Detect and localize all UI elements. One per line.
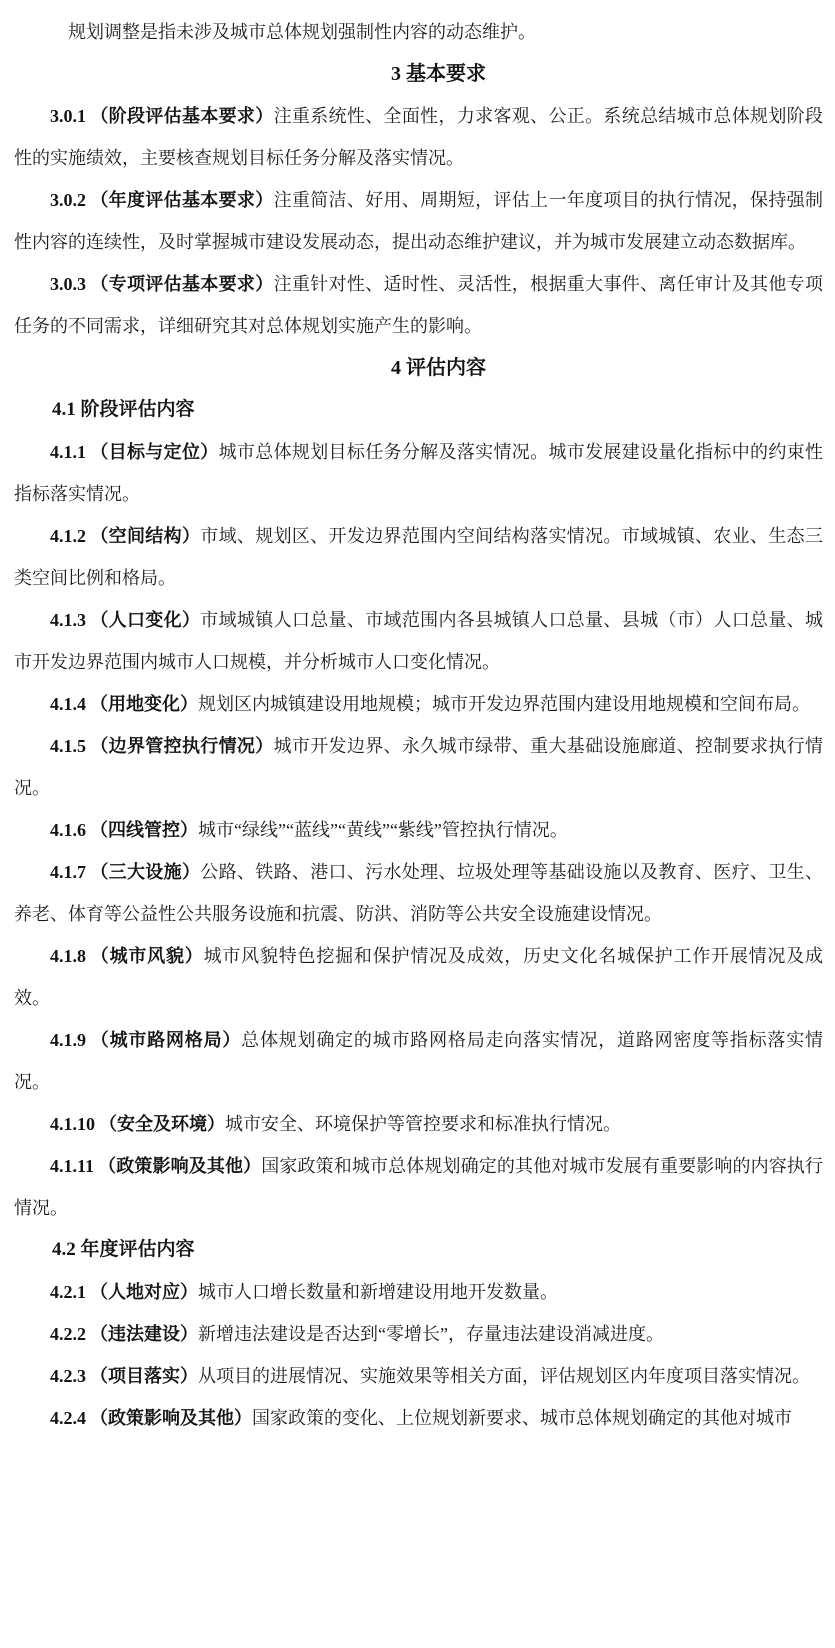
clause-body: 城市安全、环境保护等管控要求和标准执行情况。	[225, 1114, 621, 1134]
chapter-3-heading: 3 基本要求	[391, 63, 486, 85]
clause-number: 4.1.11	[50, 1156, 95, 1176]
clause-number: 4.2.1	[50, 1282, 86, 1302]
clause-4-2-1	[14, 1271, 823, 1313]
clause-number: 4.1.5	[50, 736, 86, 756]
clause-number: 4.2.4	[50, 1408, 86, 1428]
clause-title: （人口变化）	[90, 610, 201, 630]
clause-body: 新增违法建设是否达到“零增长”，存量违法建设消减进度。	[198, 1324, 664, 1344]
clause-title: （城市风貌）	[90, 946, 204, 966]
clause-number: 3.0.2	[50, 190, 86, 210]
clause-number: 4.1.8	[50, 946, 86, 966]
clause-body: 城市开发边界、永久城市绿带、重大基础设施廊道、控制要求执行情况。	[14, 736, 823, 798]
clause-title: （安全及环境）	[99, 1114, 225, 1134]
clause-body: 国家政策的变化、上位规划新要求、城市总体规划确定的其他对城市	[252, 1408, 792, 1428]
clause-body: 总体规划确定的城市路网格局走向落实情况，道路网密度等指标落实情况。	[14, 1030, 823, 1092]
clause-4-1-2	[14, 515, 823, 599]
clause-body: 注重系统性、全面性，力求客观、公正。系统总结城市总体规划阶段性的实施绩效，主要核查规划目标任务分解及落实情况。	[14, 106, 823, 168]
clause-number: 4.1.10	[50, 1114, 95, 1134]
clause-title: （专项评估基本要求）	[90, 274, 274, 294]
intro-paragraph	[14, 11, 823, 53]
clause-number: 4.1.6	[50, 820, 86, 840]
section-4-1-heading: 4.1 阶段评估内容	[52, 399, 195, 420]
clause-4-2-3	[14, 1355, 823, 1397]
clause-4-1-1	[14, 431, 823, 515]
clause-title: （政策影响及其他）	[90, 1408, 252, 1428]
clause-title: （边界管控执行情况）	[90, 736, 274, 756]
clause-title: （政策影响及其他）	[98, 1156, 262, 1176]
clause-body: 注重简洁、好用、周期短，评估上一年度项目的执行情况，保持强制性内容的连续性，及时掌握城市建设发展动态，提出动态维护建议，并为城市发展建立动态数据库。	[14, 190, 823, 252]
clause-4-1-3	[14, 599, 823, 683]
clause-4-2-2	[14, 1313, 823, 1355]
clause-body: 从项目的进展情况、实施效果等相关方面，评估规划区内年度项目落实情况。	[198, 1366, 810, 1386]
clause-body: 城市风貌特色挖掘和保护情况及成效，历史文化名城保护工作开展情况及成效。	[14, 946, 824, 1008]
clause-title: （用地变化）	[90, 694, 198, 714]
section-4-2-heading: 4.2 年度评估内容	[52, 1239, 195, 1260]
clause-body: 市域城镇人口总量、市域范围内各县城镇人口总量、县城（市）人口总量、城市开发边界范围内城市人口规模，并分析城市人口变化情况。	[14, 610, 824, 672]
clause-4-1-6	[14, 809, 823, 851]
chapter-4-heading: 4 评估内容	[391, 357, 486, 379]
clause-number: 4.1.4	[50, 694, 86, 714]
clause-3-0-1	[14, 95, 823, 179]
clause-3-0-2	[14, 179, 823, 263]
clause-body: 城市人口增长数量和新增建设用地开发数量。	[198, 1282, 558, 1302]
clause-body: 市域、规划区、开发边界范围内空间结构落实情况。市域城镇、农业、生态三类空间比例和格局。	[14, 526, 824, 588]
clause-body: 城市总体规划目标任务分解及落实情况。城市发展建设量化指标中的约束性指标落实情况。	[14, 442, 824, 504]
clause-title: （四线管控）	[90, 820, 198, 840]
clause-4-1-7	[14, 851, 823, 935]
clause-4-1-9	[14, 1019, 823, 1103]
clause-title: （人地对应）	[90, 1282, 198, 1302]
clause-number: 3.0.3	[50, 274, 86, 294]
clause-number: 4.1.3	[50, 610, 86, 630]
clause-number: 4.1.9	[50, 1030, 86, 1050]
clause-title: （目标与定位）	[90, 442, 219, 462]
clause-4-2-4	[14, 1397, 823, 1439]
clause-title: （违法建设）	[90, 1324, 198, 1344]
clause-title: （空间结构）	[90, 526, 201, 546]
clause-4-1-4	[14, 683, 823, 725]
clause-number: 3.0.1	[50, 106, 86, 126]
clause-title: （项目落实）	[90, 1366, 198, 1386]
clause-number: 4.2.3	[50, 1366, 86, 1386]
clause-title: （城市路网格局）	[90, 1030, 242, 1050]
clause-body: 城市“绿线”“蓝线”“黄线”“紫线”管控执行情况。	[198, 820, 568, 840]
clause-body: 国家政策和城市总体规划确定的其他对城市发展有重要影响的内容执行情况。	[14, 1156, 824, 1218]
clause-number: 4.1.1	[50, 442, 86, 462]
clause-4-1-8	[14, 935, 823, 1019]
clause-body: 公路、铁路、港口、污水处理、垃圾处理等基础设施以及教育、医疗、卫生、养老、体育等公益性公共服务设施和抗震、防洪、消防等公共安全设施建设情况。	[14, 862, 824, 924]
clause-3-0-3	[14, 263, 823, 347]
clause-number: 4.2.2	[50, 1324, 86, 1344]
clause-title: （年度评估基本要求）	[90, 190, 274, 210]
clause-number: 4.1.2	[50, 526, 86, 546]
clause-title: （三大设施）	[90, 862, 201, 882]
clause-body: 注重针对性、适时性、灵活性，根据重大事件、离任审计及其他专项任务的不同需求，详细研究其对总体规划实施产生的影响。	[14, 274, 823, 336]
clause-4-1-5	[14, 725, 823, 809]
intro-text: 规划调整是指未涉及城市总体规划强制性内容的动态维护。	[68, 22, 536, 42]
clause-number: 4.1.7	[50, 862, 86, 882]
clause-body: 规划区内城镇建设用地规模；城市开发边界范围内建设用地规模和空间布局。	[198, 694, 810, 714]
clause-4-1-11	[14, 1145, 823, 1229]
clause-4-1-10	[14, 1103, 823, 1145]
clause-title: （阶段评估基本要求）	[90, 106, 274, 126]
